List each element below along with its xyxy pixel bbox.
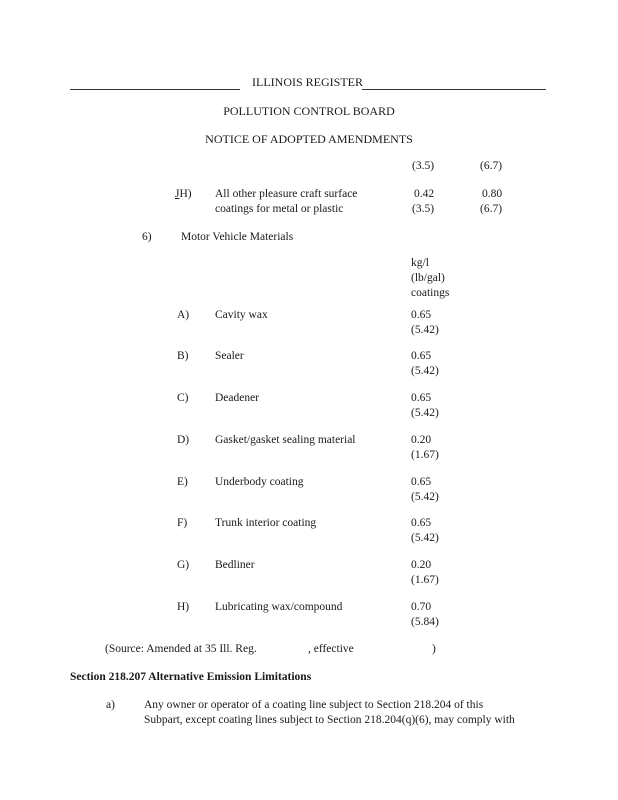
unit-line-2: (lb/gal) [411, 272, 445, 284]
notice-title: NOTICE OF ADOPTED AMENDMENTS [205, 132, 413, 146]
unit-line-1: kg/l [411, 257, 429, 269]
item-name: Bedliner [215, 559, 255, 571]
motor-vehicle-number: 6) [142, 231, 152, 243]
register-title: ILLINOIS REGISTER [252, 75, 363, 89]
header-rule-left [70, 89, 240, 90]
item-letter: H) [177, 601, 190, 613]
item-name: Deadener [215, 392, 260, 404]
item-lb: (5.84) [411, 616, 439, 628]
unit-line-3: coatings [411, 287, 450, 299]
item-lb: (1.67) [411, 449, 439, 461]
motor-vehicle-title: Motor Vehicle Materials [181, 231, 294, 243]
pleasure-craft-line2: coatings for metal or plastic [215, 203, 344, 215]
board-title: POLLUTION CONTROL BOARD [223, 104, 395, 118]
pleasure-craft-value-1b: (3.5) [412, 203, 435, 215]
item-kg: 0.20 [411, 559, 432, 571]
item-name: Lubricating wax/compound [215, 601, 343, 613]
item-letter: F) [177, 517, 188, 529]
item-kg: 0.65 [411, 350, 432, 362]
item-kg: 0.20 [411, 434, 432, 446]
item-lb: (5.42) [411, 407, 439, 419]
item-lb: (5.42) [411, 532, 439, 544]
item-name: Cavity wax [215, 309, 268, 321]
paragraph-a-label: a) [106, 699, 115, 711]
item-kg: 0.65 [411, 517, 432, 529]
source-note: (Source: Amended at 35 Ill. Reg. [105, 643, 257, 655]
paragraph-a-line1: Any owner or operator of a coating line subject to Section 218.204 of this [144, 699, 484, 711]
item-lb: (5.42) [411, 491, 439, 503]
item-kg: 0.65 [411, 309, 432, 321]
item-kg: 0.65 [411, 476, 432, 488]
item-name: Gasket/gasket sealing material [215, 434, 356, 446]
pleasure-craft-letter [175, 188, 192, 200]
pleasure-craft-value-2b: (6.7) [480, 203, 503, 215]
pleasure-craft-line1: All other pleasure craft surface [215, 188, 358, 200]
pleasure-craft-value-1a: 0.42 [414, 188, 435, 200]
item-letter: E) [177, 476, 188, 488]
source-effective: , effective [308, 643, 354, 655]
item-name: Trunk interior coating [215, 517, 317, 529]
item-kg: 0.65 [411, 392, 432, 404]
header-rule-right [362, 89, 546, 90]
item-lb: (5.42) [411, 365, 439, 377]
item-lb: (1.67) [411, 574, 439, 586]
item-letter: B) [177, 350, 189, 362]
item-letter: G) [177, 559, 190, 571]
pleasure-craft-value-2a: 0.80 [482, 188, 503, 200]
pleasure-craft-letter-rest: H) [179, 188, 192, 200]
item-name: Underbody coating [215, 476, 304, 488]
item-name: Sealer [215, 350, 244, 362]
carryover-value-2: (6.7) [480, 160, 503, 172]
carryover-value-1: (3.5) [412, 160, 435, 172]
pleasure-craft-letter-underlined: J [175, 188, 180, 200]
paragraph-a-line2: Subpart, except coating lines subject to Section 218.204(q)(6), may comply with [144, 714, 515, 726]
item-letter: A) [177, 309, 190, 321]
item-kg: 0.70 [411, 601, 432, 613]
item-letter: C) [177, 392, 189, 404]
source-close-paren: ) [432, 643, 436, 655]
item-letter: D) [177, 434, 190, 446]
item-lb: (5.42) [411, 324, 439, 336]
section-heading: Section 218.207 Alternative Emission Limitations [70, 671, 312, 683]
